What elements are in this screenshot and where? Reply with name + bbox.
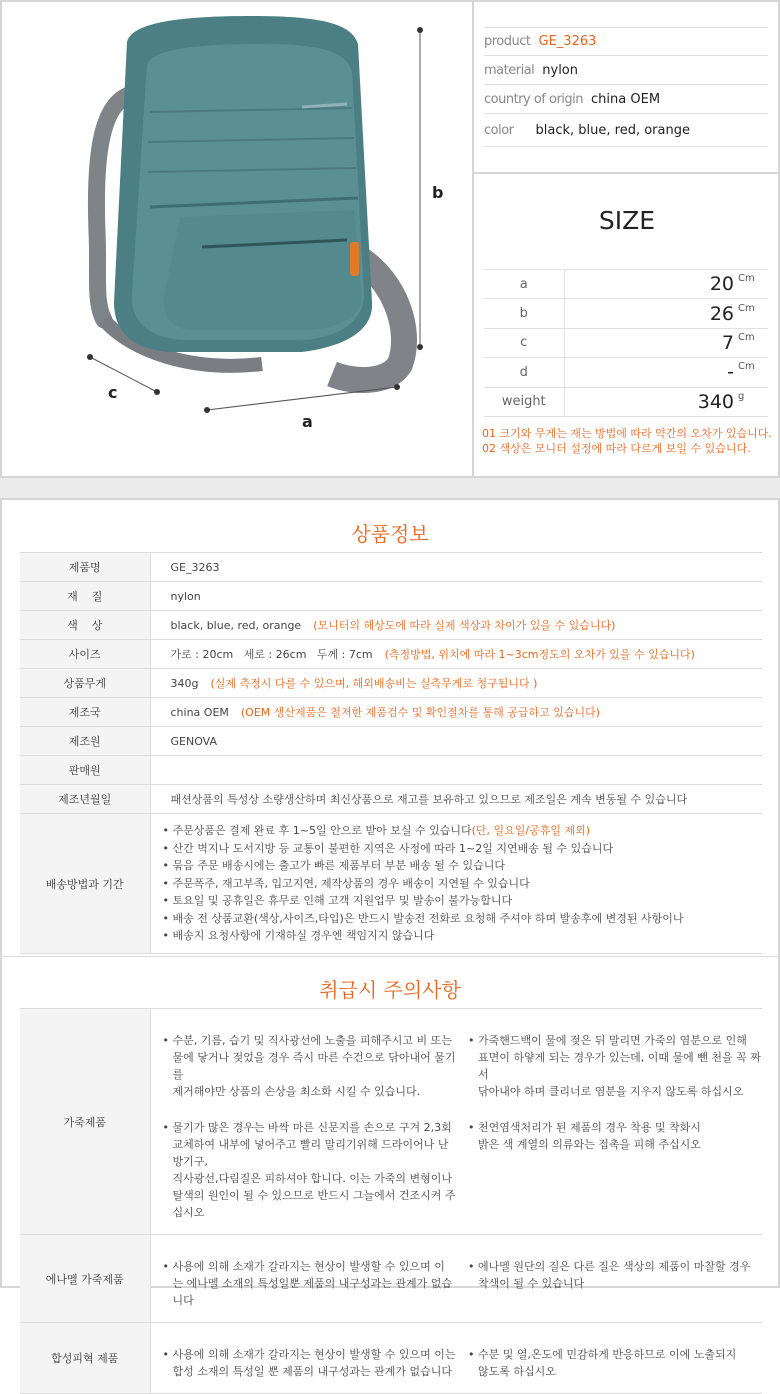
size-notes: 01 크기와 무게는 재는 방법에 따라 약간의 오차가 있습니다. 02 색상은 모니터 설정에 따라 다르게 보일 수 있습니다. bbox=[482, 427, 772, 455]
bag-photo bbox=[2, 2, 472, 478]
divider bbox=[472, 2, 474, 478]
care-table bbox=[20, 1008, 762, 1394]
list-item: • 묶음 주문 배송시에는 출고가 빠른 제품부터 부분 배송 될 수 있습니다 bbox=[163, 857, 763, 875]
table-row: 제조년월일 패션상품의 특성상 소량생산하며 최신상품으로 재고를 보유하고 있으므로 제조일은 계속 변동될 수 있습니다 bbox=[20, 785, 762, 814]
size-row: c 7 Cm bbox=[484, 328, 768, 357]
spec-row-origin: country of origin china OEM bbox=[484, 85, 768, 114]
list-item: • 사용에 의해 소재가 갈라지는 현상이 발생할 수 있으며 이 는 에나멜 소재의 특성일뿐 제품의 내구성과는 관계가 없습니다 bbox=[163, 1258, 457, 1309]
dimension-label-c: c bbox=[108, 383, 118, 402]
table-row: 합성피혁 제품 • 사용에 의해 소재가 갈라지는 현상이 발생할 수 있으며 이는 합성 소재의 특성일 뿐 제품의 내구성과는 관계가 없습니다 • 수분 및 열,온도에 민감하게 반응하므로 이에 노출되지 않도록 하십시오 bbox=[20, 1323, 762, 1394]
table-row: 가죽제품 • 수분, 기름, 습기 및 직사광선에 노출을 피해주시고 비 또는 물에 닿거나 젖었을 경우 즉시 마른 수건으로 닦아내어 물기를 제거해야만 상품의 손상을 최소화 시킬 수 있습니다. • 물기가 많은 경우는 바싹 마른 신문지를 손으로 구겨 2,3회 교체하여 내부에 넣어주고 빨리 말리기위해 드라이어나 난방기구, 직사광선,다림질은 피하셔야 합니다. 이는 가죽의 변형이나 탈색의 원인이 될 수 있으므로 반드시 그늘에서 건조시켜 주십시오 • 가죽핸드백이 물에 젖은 뒤 말리면 가죽의 염분으로 인해 표면이 하얗게 되는 경우가 있는데, 이때 물에 뺀 천을 꼭 짜서 닦아내야 하며 클리너로 염분을 지우지 않도록 하십시오 • 천연염색처리가 된 제품의 경우 착용 및 착화시 밝은 색 계열의 의류와는 접촉을 피해 주십시오 bbox=[20, 1009, 762, 1235]
table-row: 제품명 GE_3263 bbox=[20, 553, 762, 582]
size-table bbox=[484, 269, 768, 417]
product-info-title: 상품정보 bbox=[351, 522, 429, 546]
list-item: • 산간 벽지나 도서지방 등 교통이 불편한 지역은 사정에 따라 1~2일 지연배송 될 수 있습니다 bbox=[163, 840, 763, 858]
table-row: 판매원 bbox=[20, 756, 762, 785]
spec-row-product: product GE_3263 bbox=[484, 27, 768, 56]
table-row: 에나멜 가죽제품 • 사용에 의해 소재가 갈라지는 현상이 발생할 수 있으며 이 는 에나멜 소재의 특성일뿐 제품의 내구성과는 관계가 없습니다 • 에나멜 원단의 질은 다른 질은 색상의 제품이 마찰할 경우 착색이 될 수 있습니다 bbox=[20, 1235, 762, 1323]
list-item: • 배송 전 상품교환(색상,사이즈,타입)은 반드시 발송전 전화로 요청해 주셔야 하며 발송후에 변경된 사항이나 bbox=[163, 910, 763, 928]
dimension-label-b: b bbox=[432, 183, 444, 202]
table-row: 배송방법과 기간 • 주문상품은 결제 완료 후 1~5일 안으로 받아 보실 수 있습니다(단, 일요일/공휴일 제외) • 산간 벽지나 도서지방 등 교통이 불편한 지역은 사정에 따라 1~2일 지연배송 될 수 있습니다 • 묶음 주문 배송시에는 출고가 빠른 제품부터 부분 배송 될 수 있습니다 • 주문폭주, 재고부족, 입고지연, 제작상품의 경우 배송이 지연될 수 있습니다 • 토요일 및 공휴일은 휴무로 인해 고객 지원업무 및 발송이 불가능합니다 • 배송 전 상품교환(색상,사이즈,타입)은 반드시 발송전 전화로 요청해 주셔야 하며 발송후에 변경된 사항이나 • 배송지 요청사항에 기재하실 경우엔 책임지지 않습니다 bbox=[20, 814, 762, 954]
dimension-label-a: a bbox=[302, 412, 313, 431]
product-info-table bbox=[20, 552, 762, 954]
care-title: 취급시 주의사항 bbox=[319, 978, 461, 1002]
divider bbox=[474, 172, 780, 174]
size-row: b 26 Cm bbox=[484, 299, 768, 328]
table-row: 색 상 black, blue, red, orange (모니터의 해상도에 따라 실제 색상과 차이가 있을 수 있습니다) bbox=[20, 611, 762, 640]
shipping-list bbox=[163, 822, 763, 945]
table-row: 제조원 GENOVA bbox=[20, 727, 762, 756]
size-row: weight 340 g bbox=[484, 387, 768, 416]
list-item: • 사용에 의해 소재가 갈라지는 현상이 발생할 수 있으며 이는 합성 소재의 특성일 뿐 제품의 내구성과는 관계가 없습니다 bbox=[163, 1346, 457, 1380]
product-summary-panel bbox=[0, 0, 780, 478]
spec-list bbox=[484, 27, 768, 147]
divider bbox=[0, 956, 780, 957]
list-item: • 가죽핸드백이 물에 젖은 뒤 말리면 가죽의 염분으로 인해 표면이 하얗게 되는 경우가 있는데, 이때 물에 뺀 천을 꼭 짜서 닦아내야 하며 클리너로 염분을 지우지 않도록 하십시오 bbox=[468, 1032, 762, 1100]
table-row: 사이즈 가로 : 20cm 세로 : 26cm 두께 : 7cm (측정방법, 위치에 따라 1~3cm정도의 오차가 있을 수 있습니다) bbox=[20, 640, 762, 669]
size-row: a 20 Cm bbox=[484, 270, 768, 299]
section-gap bbox=[0, 478, 780, 498]
list-item: • 물기가 많은 경우는 바싹 마른 신문지를 손으로 구겨 2,3회 교체하여 내부에 넣어주고 빨리 말리기위해 드라이어나 난방기구, 직사광선,다림질은 피하셔야 합니다. 이는 가죽의 변형이나 탈색의 원인이 될 수 있으므로 반드시 그늘에서 건조시켜 주십시오 bbox=[163, 1119, 457, 1221]
size-title: SIZE bbox=[598, 206, 656, 235]
table-row: 상품무게 340g (실제 측정시 다를 수 있으며, 해외배송비는 실측무게로 청구됩니다 ) bbox=[20, 669, 762, 698]
spec-row-material: material nylon bbox=[484, 56, 768, 85]
spec-row-color: color black, blue, red, orange bbox=[484, 114, 768, 147]
list-item: • 천연염색처리가 된 제품의 경우 착용 및 착화시 밝은 색 계열의 의류와는 접촉을 피해 주십시오 bbox=[468, 1119, 762, 1153]
list-item: • 수분, 기름, 습기 및 직사광선에 노출을 피해주시고 비 또는 물에 닿거나 젖었을 경우 즉시 마른 수건으로 닦아내어 물기를 제거해야만 상품의 손상을 최소화 시킬 수 있습니다. bbox=[163, 1032, 457, 1100]
size-row: d - Cm bbox=[484, 358, 768, 387]
list-item: • 토요일 및 공휴일은 휴무로 인해 고객 지원업무 및 발송이 불가능합니다 bbox=[163, 892, 763, 910]
list-item: • 에나멜 원단의 질은 다른 질은 색상의 제품이 마찰할 경우 착색이 될 수 있습니다 bbox=[468, 1258, 762, 1292]
list-item: • 주문폭주, 재고부족, 입고지연, 제작상품의 경우 배송이 지연될 수 있습니다 bbox=[163, 875, 763, 893]
table-row: 재 질 nylon bbox=[20, 582, 762, 611]
list-item: • 배송지 요청사항에 기재하실 경우엔 책임지지 않습니다 bbox=[163, 927, 763, 945]
list-item: • 수분 및 열,온도에 민감하게 반응하므로 이에 노출되지 않도록 하십시오 bbox=[468, 1346, 762, 1380]
table-row: 제조국 china OEM (OEM 생산제품은 철저한 제품검수 및 확인절차를 통해 공급하고 있습니다) bbox=[20, 698, 762, 727]
list-item: • 주문상품은 결제 완료 후 1~5일 안으로 받아 보실 수 있습니다(단, 일요일/공휴일 제외) bbox=[163, 822, 763, 840]
